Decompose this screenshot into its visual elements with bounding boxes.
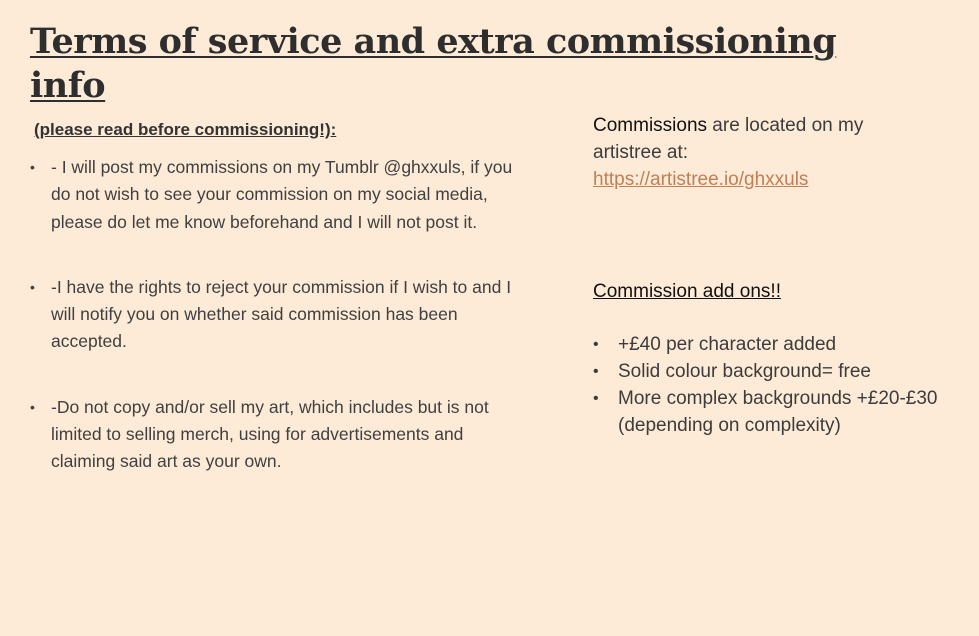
info-text: are located on my artistree at: <box>593 115 864 163</box>
bullet-icon: • <box>593 336 599 353</box>
list-item <box>593 385 953 439</box>
addon-text: +£40 per character added <box>618 334 837 355</box>
list-item <box>30 274 520 356</box>
rule-text: -I have the rights to reject your commission if I wish to and I will notify you on whether said commission has been accepted. <box>51 276 512 352</box>
bullet-icon: • <box>30 398 35 415</box>
list-item <box>593 358 953 385</box>
bullet-icon: • <box>593 363 599 380</box>
list-item <box>30 154 520 236</box>
right-column <box>593 112 953 436</box>
rule-text: -Do not copy and/or sell my art, which includes but is not limited to selling merch, using for advertisements and claiming said art as your own. <box>51 396 489 472</box>
info-strong: Commissions <box>593 115 708 136</box>
rule-text: - I will post my commissions on my Tumblr @ghxxuls, if you do not wish to see your commission on my social media, please do let me know beforehand and I will not post it. <box>51 157 513 232</box>
list-item <box>30 394 520 476</box>
rules-subtitle: (please read before commissioning!): <box>34 120 337 139</box>
artistree-info <box>593 112 883 193</box>
rules-list <box>30 154 520 476</box>
addons-list <box>593 331 953 439</box>
bullet-icon: • <box>593 390 599 407</box>
list-item <box>593 331 953 358</box>
artistree-link[interactable]: https://artistree.io/ghxxuls <box>593 169 809 190</box>
addon-text: Solid colour background= free <box>618 361 871 382</box>
addon-text: More complex backgrounds +£20-£30 (depending on complexity) <box>618 388 938 436</box>
page-title: Terms of service and extra commissioning info <box>30 21 837 106</box>
bullet-icon: • <box>30 278 35 295</box>
addons-heading: Commission add ons!! <box>593 281 781 302</box>
bullet-icon: • <box>30 159 35 175</box>
